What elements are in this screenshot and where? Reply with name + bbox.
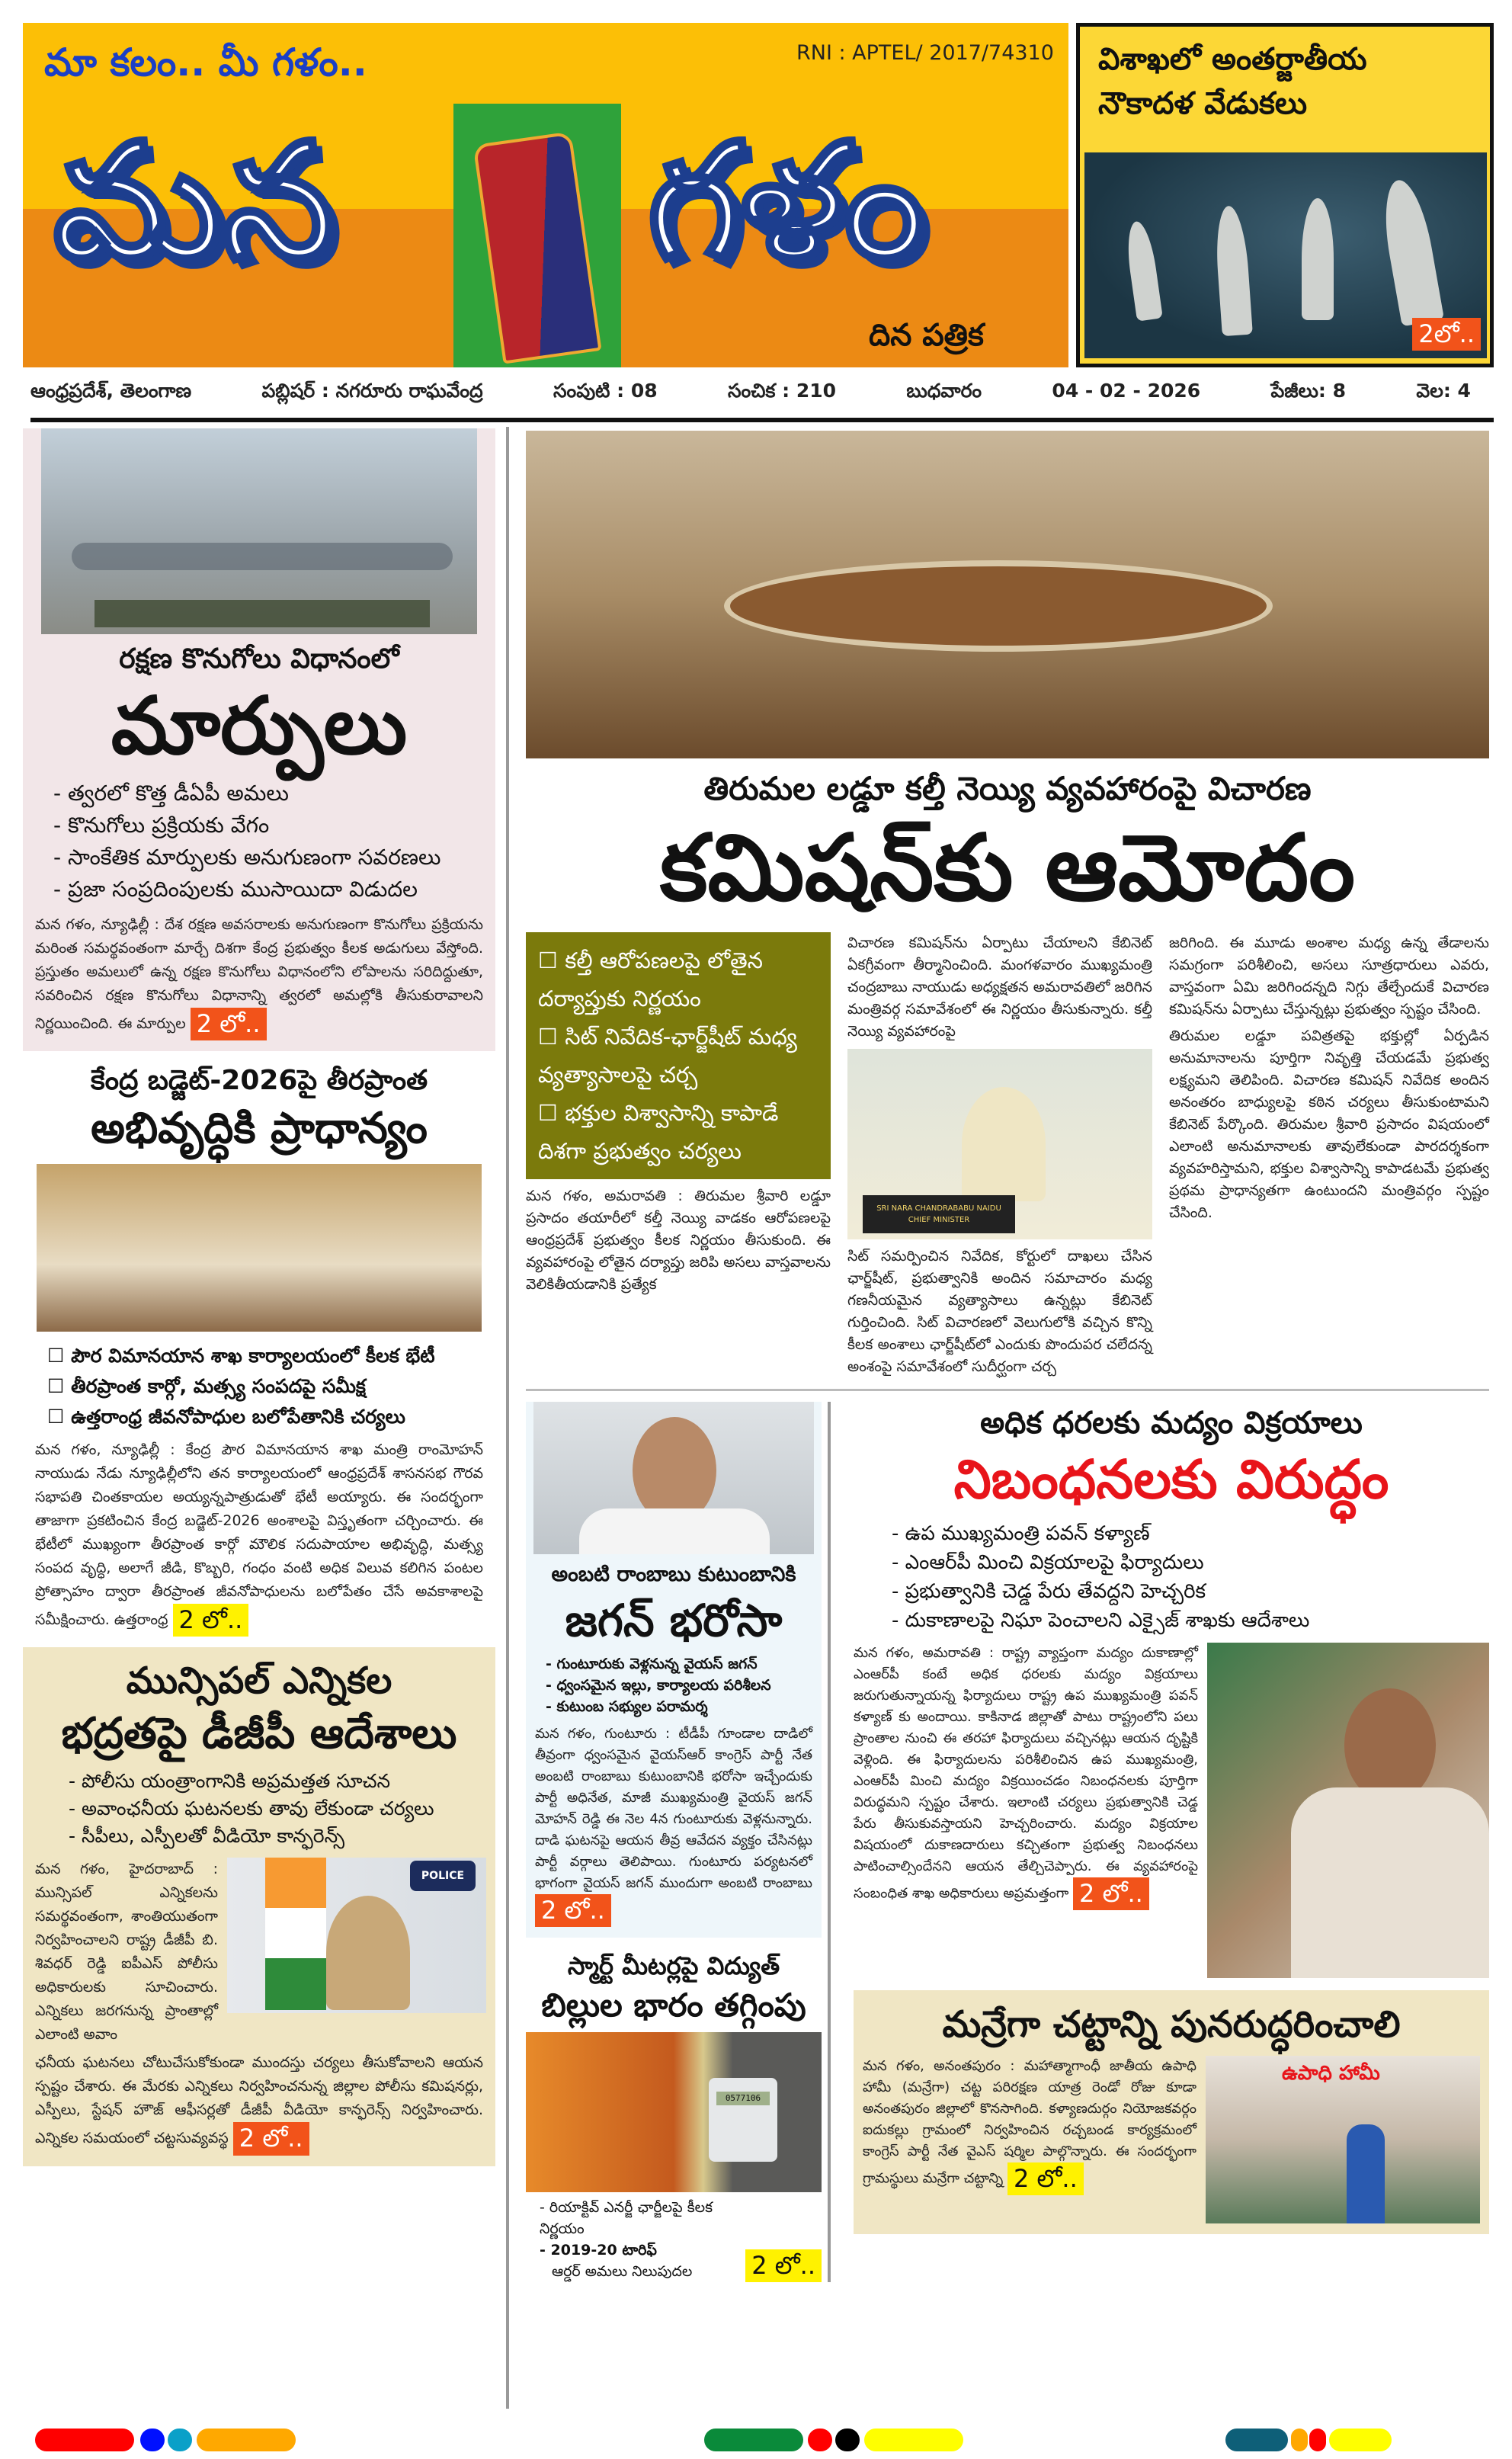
- jagan-more-badge[interactable]: 2 లో..: [535, 1894, 611, 1927]
- municipal-more-badge[interactable]: 2 లో..: [233, 2122, 309, 2155]
- defense-more-badge[interactable]: 2 లో..: [191, 1008, 267, 1040]
- bullet: - గుంటూరుకు వెళ్లనున్న వైయస్ జగన్: [546, 1656, 758, 1672]
- price: వెల: 4: [1416, 380, 1471, 402]
- budget-more-badge[interactable]: 2 లో..: [173, 1604, 249, 1637]
- meter-kicker: స్మార్ట్ మీటర్లపై విద్యుత్: [567, 1951, 780, 1981]
- mgnrega-headline: మన్రేగా చట్టాన్ని పునరుద్ధరించాలి: [942, 2003, 1401, 2046]
- teaser-more-badge[interactable]: 2లో..: [1412, 318, 1481, 351]
- bullet: - ప్రభుత్వానికి చెడ్డ పేరు తేవద్దని హెచ్చరిక: [892, 1580, 1206, 1603]
- lead-body-col1: మన గళం, అమరావతి : తిరుమల శ్రీవారి లడ్డూ ప్రసాదం తయారీలో కల్తీ నెయ్యి వాడకం ఆరోపణలపై ఆంధ్రప్రదేశ్ ప్రభుత్వం కీలక నిర్ణయం తీసుకుంది. ఈ వ్యవహారంపై లోతైన దర్యాప్తు జరిపి అసలు వాస్తవాలను వెలికితీయడానికి ప్రత్యేక: [526, 1188, 831, 1293]
- mgnrega-more-badge[interactable]: 2 లో..: [1007, 2162, 1084, 2195]
- lead-headline: కమిషన్‌కు ఆమోదం: [659, 816, 1356, 922]
- defense-kicker: రక్షణ కొనుగోలు విధానంలో: [119, 643, 399, 675]
- pawan-kalyan-photo: [1207, 1643, 1489, 1978]
- jagan-bullets: [526, 1650, 822, 1723]
- power-lines-meter-photo: [526, 2032, 822, 2192]
- highlight-item: ☐ కల్తీ ఆరోపణలపై లోతైన దర్యాప్తుకు నిర్ణయం: [538, 947, 763, 1011]
- municipal-body-a: మన గళం, హైదరాబాద్ : మున్సిపల్ ఎన్నికలను సమర్థవంతంగా, శాంతియుతంగా నిర్వహించాలని రాష్ట్ర డీజీపీ బి. శివధర్ రెడ్డి ఐపీఎస్ పోలీసు అధికారులకు సూచించారు. ఎన్నికలు జరగనున్న ప్రాంతాల్లో ఎలాంటి అవాం: [35, 1861, 218, 2044]
- ministers-meeting-photo: [37, 1164, 482, 1332]
- date: 04 - 02 - 2026: [1052, 380, 1201, 402]
- cabinet-meeting-photo: [526, 431, 1489, 758]
- bullet: - ధ్వంసమైన ఇల్లు, కార్యాలయ పరిశీలన: [546, 1677, 771, 1694]
- jagan-photo: [533, 1402, 814, 1554]
- highlight-item: ☐ ఉత్తరాంధ్ర జీవనోపాధుల బలోపేతానికి చర్యలు: [47, 1406, 405, 1428]
- left-column: [23, 428, 495, 2166]
- volume: సంపుటి : 08: [553, 380, 658, 402]
- defense-body: మన గళం, న్యూఢిల్లీ : దేశ రక్షణ అవసరాలకు అనుగుణంగా కొనుగోలు ప్రక్రియను మరింత సమర్థవంతంగా మార్చే దిశగా కేంద్ర ప్రభుత్వం కీలక అడుగులు వేస్తోంది. ప్రస్తుతం అమలులో ఉన్న రక్షణ కొనుగోలు విధానంలోని లోపాలను సరిదిద్దుతూ, సవరించిన రక్షణ కొనుగోలు విధానాన్ని త్వరలో అమల్లోకి తీసుకురావాలని నిర్ణయించింది. ఈ మార్పుల: [35, 916, 483, 1033]
- bullet: - సాంకేతిక మార్పులకు అనుగుణంగా సవరణలు: [53, 845, 441, 870]
- highlight-item: ☐ సిట్ నివేదిక-ఛార్జ్‌షీట్ మధ్య వ్యత్యాసాలపై చర్చ: [538, 1024, 797, 1088]
- liquor-bullets: [854, 1515, 1489, 1643]
- article-jagan: [526, 1402, 822, 1938]
- bullet: - ఉప ముఖ్యమంత్రి పవన్ కళ్యాణ్: [892, 1522, 1150, 1545]
- budget-headline: అభివృద్ధికి ప్రాధాన్యం: [91, 1104, 428, 1154]
- teaser-naval-fleet[interactable]: [1076, 23, 1494, 367]
- article-mgnrega: [854, 1990, 1489, 2234]
- bullet: - రియాక్టివ్ ఎనర్జీ ఛార్జీలపై కీలక నిర్ణయం: [540, 2199, 713, 2238]
- bullet: - ప్రజా సంప్రదింపులకు ముసాయిదా విడుదల: [53, 877, 418, 902]
- logo-text-galam: గళం: [648, 108, 926, 295]
- region: ఆంధ్రప్రదేశ్, తెలంగాణ: [30, 380, 192, 402]
- liquor-kicker: అధిక ధరలకు మద్యం విక్రయాలు: [980, 1406, 1363, 1441]
- lead-body-col3a: జరిగింది. ఈ మూడు అంశాల మధ్య ఉన్న తేడాలను సమగ్రంగా పరిశీలించి, అసలు సూత్రధారులు ఎవరు, వాస్తవంగా ఏమి జరిగిందన్నది నిగ్గు తేల్చేందుకే విచారణ కమిషన్‌ను ఏర్పాటు చేస్తున్నట్లు ప్రభుత్వం స్పష్టం చేసింది.: [1169, 935, 1489, 1018]
- meter-headline: బిల్లుల భారం తగ్గింపు: [541, 1986, 806, 2025]
- page-count: పేజీలు: 8: [1270, 380, 1347, 402]
- highlight-item: ☐ తీరప్రాంత కార్గో, మత్స్య సంపదపై సమీక్ష: [47, 1375, 366, 1398]
- masthead-subtitle: దిన పత్రిక: [869, 318, 984, 353]
- logo-text-mana: మన: [53, 108, 335, 295]
- article-budget: [23, 1051, 495, 1647]
- municipal-bullets: [23, 1763, 495, 1858]
- highlight-item: ☐ పౌర విమానయాన శాఖ కార్యాలయంలో కీలక భేటీ: [47, 1345, 435, 1367]
- liquor-body: మన గళం, అమరావతి : రాష్ట్ర వ్యాప్తంగా మద్యం దుకాణాల్లో ఎంఆర్‌పీ కంటే అధిక ధరలకు మద్యం విక్రయాలు జరుగుతున్నాయన్న ఫిర్యాదులు రాష్ట్ర ఉప ముఖ్యమంత్రి పవన్ కళ్యాణ్ కు అందాయి. కాకినాడ జిల్లాతో పాటు రాష్ట్రంలోని పలు ప్రాంతాల నుంచి ఈ తరహా ఫిర్యాదులు వచ్చినట్లు ఆయన దృష్టికి వెళ్లింది. ఈ ఫిర్యాదులను పరిశీలించిన ఉప ముఖ్యమంత్రి, ఎంఆర్‌పీ మించి మద్యం విక్రయించడం నిబంధనలకు పూర్తిగా విరుద్ధమని స్పష్టం చేశారు. ఇలాంటి చర్యలు ప్రభుత్వానికి చెడ్డ పేరు తీసుకువస్తాయని హెచ్చరించారు. మద్యం విక్రయాల విషయంలో దుకాణదారులు కచ్చితంగా ప్రభుత్వ నిబంధనలు పాటించాల్సిందేనని ఆయన తేల్చిచెప్పారు. ఈ వ్యవహారంపై సంబంధిత శాఖ అధికారులు అప్రమత్తంగా: [854, 1645, 1198, 1902]
- jagan-kicker: అంబటి రాంబాబు కుటుంబానికి: [551, 1563, 796, 1586]
- lead-highlights: [526, 932, 831, 1179]
- bullet: - త్వరలో కొత్త డీఏపీ అమలు: [53, 781, 289, 806]
- jagan-headline: జగన్ భరోసా: [565, 1595, 783, 1646]
- right-column: [854, 1402, 1489, 2234]
- bullet: - దుకాణాలపై నిఘా పెంచాలని ఎక్సైజ్ శాఖకు ఆదేశాలు: [892, 1609, 1310, 1632]
- teaser-title-line2: నౌకాదళ వేడుకలు: [1098, 86, 1308, 121]
- lead-kicker: తిరుమల లడ్డూ కల్తీ నెయ్యి వ్యవహారంపై విచారణ: [703, 770, 1312, 807]
- middle-column: [526, 1402, 831, 2282]
- rally-banner: ఉపాధి హామీ: [1282, 2062, 1380, 2085]
- dgp-photo: [227, 1858, 486, 2013]
- police-sign: POLICE: [410, 1861, 476, 1891]
- bullet: ఆర్డర్ అమలు నిలుపుదల: [552, 2263, 693, 2281]
- tagline: మా కలం.. మీ గళం..: [44, 40, 367, 85]
- budget-points: [23, 1338, 495, 1438]
- budget-kicker: కేంద్ర బడ్జెట్-2026పై తీరప్రాంత: [90, 1065, 428, 1097]
- masthead: [23, 23, 1068, 367]
- publisher: పబ్లిషర్ : నగరూరు రాఘవేంద్ర: [261, 380, 483, 402]
- article-smart-meter: [526, 1938, 822, 2282]
- section-divider: [526, 1389, 1489, 1391]
- bullet: - కుటుంబ సభ్యుల పరామర్శ: [546, 1698, 708, 1715]
- lead-body: [526, 932, 1489, 1378]
- article-municipal: [23, 1647, 495, 2166]
- header-divider: [30, 418, 1494, 422]
- meter-reading: 0577106: [716, 2092, 770, 2105]
- rni-number: RNI : APTEL/ 2017/74310: [796, 41, 1054, 65]
- main-area: [526, 431, 1489, 2282]
- lead-body-col3b: తిరుమల లడ్డూ పవిత్రతపై భక్తుల్లో ఏర్పడిన అనుమానాలను పూర్తిగా నివృత్తి చేయడమే ప్రభుత్వ లక్ష్యమని తెలిపింది. విచారణ కమిషన్ నివేదిక అందిన అనంతరం బాధ్యులపై కఠిన చర్యలు తీసుకుంటామని కేబినెట్ పేర్కొంది. తిరుమల శ్రీవారి ప్రసాదం విషయంలో ఎలాంటి అనుమానాలకు తావులేకుండా పారదర్శకంగా వ్యవహరిస్తామని, భక్తుల విశ్వాసాన్ని కాపాడటమే ప్రభుత్వ ప్రథమ ప్రాధాన్యతగా ఉంటుందని మంత్రివర్గం స్పష్టం చేసింది.: [1169, 1028, 1489, 1221]
- chief-minister-photo: [847, 1049, 1152, 1239]
- mgnrega-body: మన గళం, అనంతపురం : మహాత్మాగాంధీ జాతీయ ఉపాధి హామీ (మన్రేగా) చట్ట పరిరక్షణ యాత్ర రెండో రోజు కూడా అనంతపురం జిల్లాలో కొనసాగింది. కళ్యాణదుర్గం నియోజకవర్గం ఐదుకల్లు గ్రామంలో నిర్వహించిన రచ్చబండ కార్యక్రమంలో కాంగ్రెస్ పార్టీ నేత వైఎస్ షర్మిల పాల్గొన్నారు. ఈ సందర్భంగా గ్రామస్థులు మన్రేగా చట్టాన్ని: [863, 2058, 1196, 2187]
- nameplate-title: CHIEF MINISTER: [908, 1216, 970, 1224]
- liquor-more-badge[interactable]: 2 లో..: [1073, 1877, 1149, 1910]
- meter-more-badge[interactable]: 2 లో..: [745, 2249, 822, 2282]
- bullet: - కొనుగోలు ప్రక్రియకు వేగం: [53, 813, 270, 838]
- bullet: - పోలీసు యంత్రాంగానికి అప్రమత్తత సూచన: [69, 1770, 391, 1793]
- lead-body-col2a: విచారణ కమిషన్‌ను ఏర్పాటు చేయాలని కేబినెట్ ఏకగ్రీవంగా తీర్మానించింది. మంగళవారం ముఖ్యమంత్రి చంద్రబాబు నాయుడు అధ్యక్షతన అమరావతిలో జరిగిన మంత్రివర్గ సమావేశంలో ఈ నిర్ణయం తీసుకున్నారు. కల్తీ నెయ్యి వ్యవహారంపై: [847, 935, 1152, 1040]
- weekday: బుధవారం: [906, 380, 982, 402]
- sharmila-rally-photo: [1206, 2056, 1480, 2223]
- jagan-body: మన గళం, గుంటూరు : టీడీపీ గూండాల దాడిలో తీవ్రంగా ధ్వంసమైన వైయస్‌ఆర్ కాంగ్రెస్ పార్టీ నేత అంబటి రాంబాబు కుటుంబానికి భరోసా ఇచ్చేందుకు పార్టీ అధినేత, మాజీ ముఖ్యమంత్రి వైయస్ జగన్ మోహన్ రెడ్డి ఈ నెల 4న గుంటూరుకు వెళ్లనున్నారు. దాడి ఘటనపై ఆయన తీవ్ర ఆవేదన వ్యక్తం చేసినట్లు పార్టీ వర్గాలు తెలిపాయి. గుంటూరు పర్యటనలో భాగంగా వైయస్ జగన్ ముందుగా అంబటి రాంబాబు: [535, 1726, 812, 1891]
- nameplate-name: SRI NARA CHANDRABABU NAIDU: [876, 1204, 1001, 1213]
- municipal-headline: భద్రతపై డీజీపీ ఆదేశాలు: [61, 1709, 457, 1759]
- bullet: - సీపీలు, ఎస్పీలతో వీడియో కాన్ఫరెన్స్: [69, 1825, 345, 1848]
- bullet: - ఎంఆర్‌పీ మించి విక్రయాలపై ఫిర్యాదులు: [892, 1551, 1204, 1574]
- bullet: - అవాంఛనీయ ఘటనలకు తావు లేకుండా చర్యలు: [69, 1797, 434, 1820]
- naval-ships-photo: [1084, 152, 1487, 358]
- municipal-kicker: మున్సిపల్ ఎన్నికల: [126, 1659, 392, 1703]
- liquor-headline: నిబంధనలకు విరుద్ధం: [953, 1448, 1389, 1511]
- defense-headline: మార్పులు: [111, 679, 408, 772]
- meter-bullets: [540, 2197, 738, 2282]
- municipal-body-b: ఛనీయ ఘటనలు చోటుచేసుకోకుండా ముందస్తు చర్యలు తీసుకోవాలని ఆయన స్పష్టం చేశారు. ఈ మేరకు ఎన్నికలు నిర్వహించనున్న జిల్లాల పోలీసు కమిషనర్లు, ఎస్పీలు, స్టేషన్ హౌజ్ ఆఫీసర్లతో డీజీపీ వీడియో కాన్ఫరెన్స్ నిర్వహించారు. ఎన్నికల సమయంలో చట్టసువ్యవస్థ: [35, 2054, 483, 2147]
- article-defense: [23, 428, 495, 1051]
- issue: సంచిక : 210: [727, 380, 836, 402]
- budget-body: మన గళం, న్యూఢిల్లీ : కేంద్ర పౌర విమానయాన శాఖ మంత్రి రాంమోహన్ నాయుడు నేడు న్యూఢిల్లీలోని తన కార్యాలయంలో ఆంధ్రప్రదేశ్ శాసనసభ గౌరవ సభాపతి చింతకాయల అయ్యన్నపాత్రుడుతో భేటీ అయ్యారు. ఈ సందర్భంగా తాజాగా ప్రకటించిన కేంద్ర బడ్జెట్-2026 అంశాలపై విస్తృతంగా చర్చించారు. ఈ భేటీలో ముఖ్యంగా తీరప్రాంత కార్గో మౌలిక సదుపాయాల అభివృద్ధి, మత్స్య సంపద వృద్ధి, అలాగే జీడి, కొబ్బరి, గంధం వంటి అధిక విలువ కలిగిన పంటల ప్రోత్సాహం ద్వారా తీరప్రాంత జీవనోపాధులను బలోపేతం చేసే అవకాశాలపై సమీక్షించారు. ఉత్తరాంధ్ర: [35, 1441, 483, 1629]
- aircraft-photo: [41, 428, 477, 634]
- article-liquor: [854, 1402, 1489, 1978]
- column-divider: [506, 427, 509, 2409]
- defense-bullets: [23, 773, 495, 913]
- info-bar: [23, 378, 1494, 404]
- bullet: - 2019-20 టారిఫ్: [540, 2242, 657, 2259]
- lead-body-col2b: సిట్ సమర్పించిన నివేదిక, కోర్టులో దాఖలు చేసిన ఛార్జ్‌షీట్, ప్రభుత్వానికి అందిన సమాచారం మధ్య గణనీయమైన వ్యత్యాసాలు ఉన్నట్లు కేబినెట్ గుర్తించింది. సిట్ విచారణలో వెలుగులోకి వచ్చిన కొన్ని కీలక అంశాలు ఛార్జ్‌షీట్‌లో ఎందుకు పొందుపర చలేదన్న అంశంపై సమావేశంలో సుదీర్ఘంగా చర్చ: [847, 1248, 1152, 1375]
- highlight-item: ☐ భక్తుల విశ్వాసాన్ని కాపాడే దిశగా ప్రభుత్వం చర్యలు: [538, 1100, 779, 1164]
- teaser-title-line1: విశాఖలో అంతర్జాతీయ: [1098, 42, 1367, 77]
